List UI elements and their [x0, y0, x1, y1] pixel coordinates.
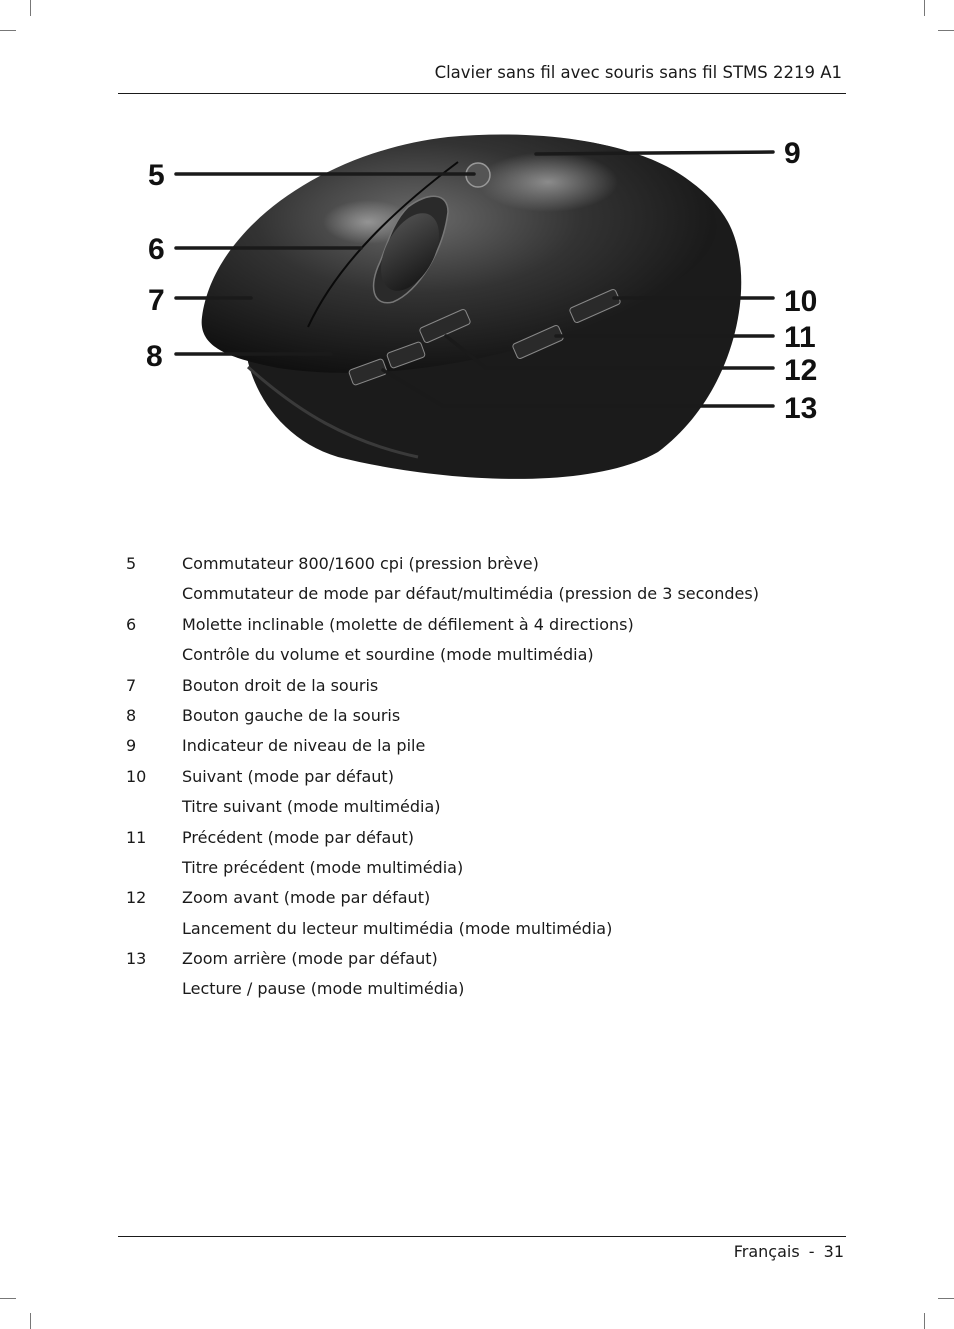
legend-description: Bouton droit de la souris	[182, 675, 379, 695]
legend-description: Zoom arrière (mode par défaut)	[182, 949, 438, 969]
legend-description: Titre précédent (mode multimédia)	[182, 857, 464, 877]
legend-item	[126, 549, 846, 579]
legend-description: Titre suivant (mode multimédia)	[182, 797, 441, 817]
legend-item	[126, 823, 846, 853]
crop-mark	[30, 1313, 31, 1329]
legend-description: Bouton gauche de la souris	[182, 705, 401, 725]
legend-item	[126, 944, 846, 974]
footer-separator: -	[808, 1242, 815, 1261]
legend-item	[126, 731, 846, 761]
footer-rule	[118, 1236, 846, 1237]
legend-item	[126, 671, 846, 701]
legend-description: Molette inclinable (molette de défilement à 4 directions)	[182, 614, 634, 634]
legend-description: Commutateur de mode par défaut/multimédia (pression de 3 secondes)	[182, 584, 759, 604]
callout-8: 8	[146, 340, 163, 373]
legend-number: 5	[126, 554, 137, 573]
legend-description: Contrôle du volume et sourdine (mode multimédia)	[182, 645, 594, 665]
callout-12: 12	[784, 354, 818, 387]
legend-number: 7	[126, 675, 137, 695]
legend-description: Commutateur 800/1600 cpi (pression brève)	[182, 554, 539, 573]
legend-number: 13	[126, 949, 147, 969]
callout-13: 13	[784, 392, 818, 425]
callout-5: 5	[148, 159, 165, 192]
page-number: 31	[823, 1242, 844, 1261]
legend-item	[126, 579, 846, 609]
mouse-illustration	[118, 112, 846, 512]
crop-mark	[30, 0, 31, 16]
legend-number: 12	[126, 888, 147, 908]
legend-item	[126, 640, 846, 670]
legend-item	[126, 701, 846, 731]
legend-item	[126, 853, 846, 883]
footer-language: Français	[733, 1242, 800, 1261]
crop-mark	[924, 0, 925, 16]
crop-mark	[0, 30, 16, 31]
legend-description: Lancement du lecteur multimédia (mode multimédia)	[182, 918, 613, 938]
legend-item	[126, 974, 846, 1004]
crop-mark	[938, 1298, 954, 1299]
callout-10: 10	[784, 285, 818, 318]
legend-number: 8	[126, 705, 137, 725]
callout-11: 11	[784, 321, 816, 354]
mouse-figure	[118, 112, 846, 512]
crop-mark	[0, 1298, 16, 1299]
legend-item	[126, 792, 846, 822]
legend-number: 11	[126, 827, 147, 847]
page-header-title: Clavier sans fil avec souris sans fil STMS 2219 A1	[434, 63, 842, 82]
header-rule	[118, 93, 846, 94]
crop-mark	[924, 1313, 925, 1329]
legend-description: Suivant (mode par défaut)	[182, 766, 394, 786]
legend-item	[126, 914, 846, 944]
legend-number: 6	[126, 614, 137, 634]
legend-number: 10	[126, 766, 147, 786]
legend-item	[126, 610, 846, 640]
callout-9: 9	[784, 137, 801, 170]
legend-item	[126, 762, 846, 792]
crop-mark	[938, 30, 954, 31]
legend-description: Lecture / pause (mode multimédia)	[182, 979, 465, 999]
legend-number: 9	[126, 736, 137, 756]
legend-item	[126, 883, 846, 913]
legend-description: Précédent (mode par défaut)	[182, 827, 414, 847]
callout-7: 7	[148, 284, 165, 317]
legend-description: Indicateur de niveau de la pile	[182, 736, 426, 756]
legend-description: Zoom avant (mode par défaut)	[182, 888, 431, 908]
parts-legend	[126, 549, 846, 1005]
page-footer	[734, 1242, 844, 1261]
callout-6: 6	[148, 233, 165, 266]
